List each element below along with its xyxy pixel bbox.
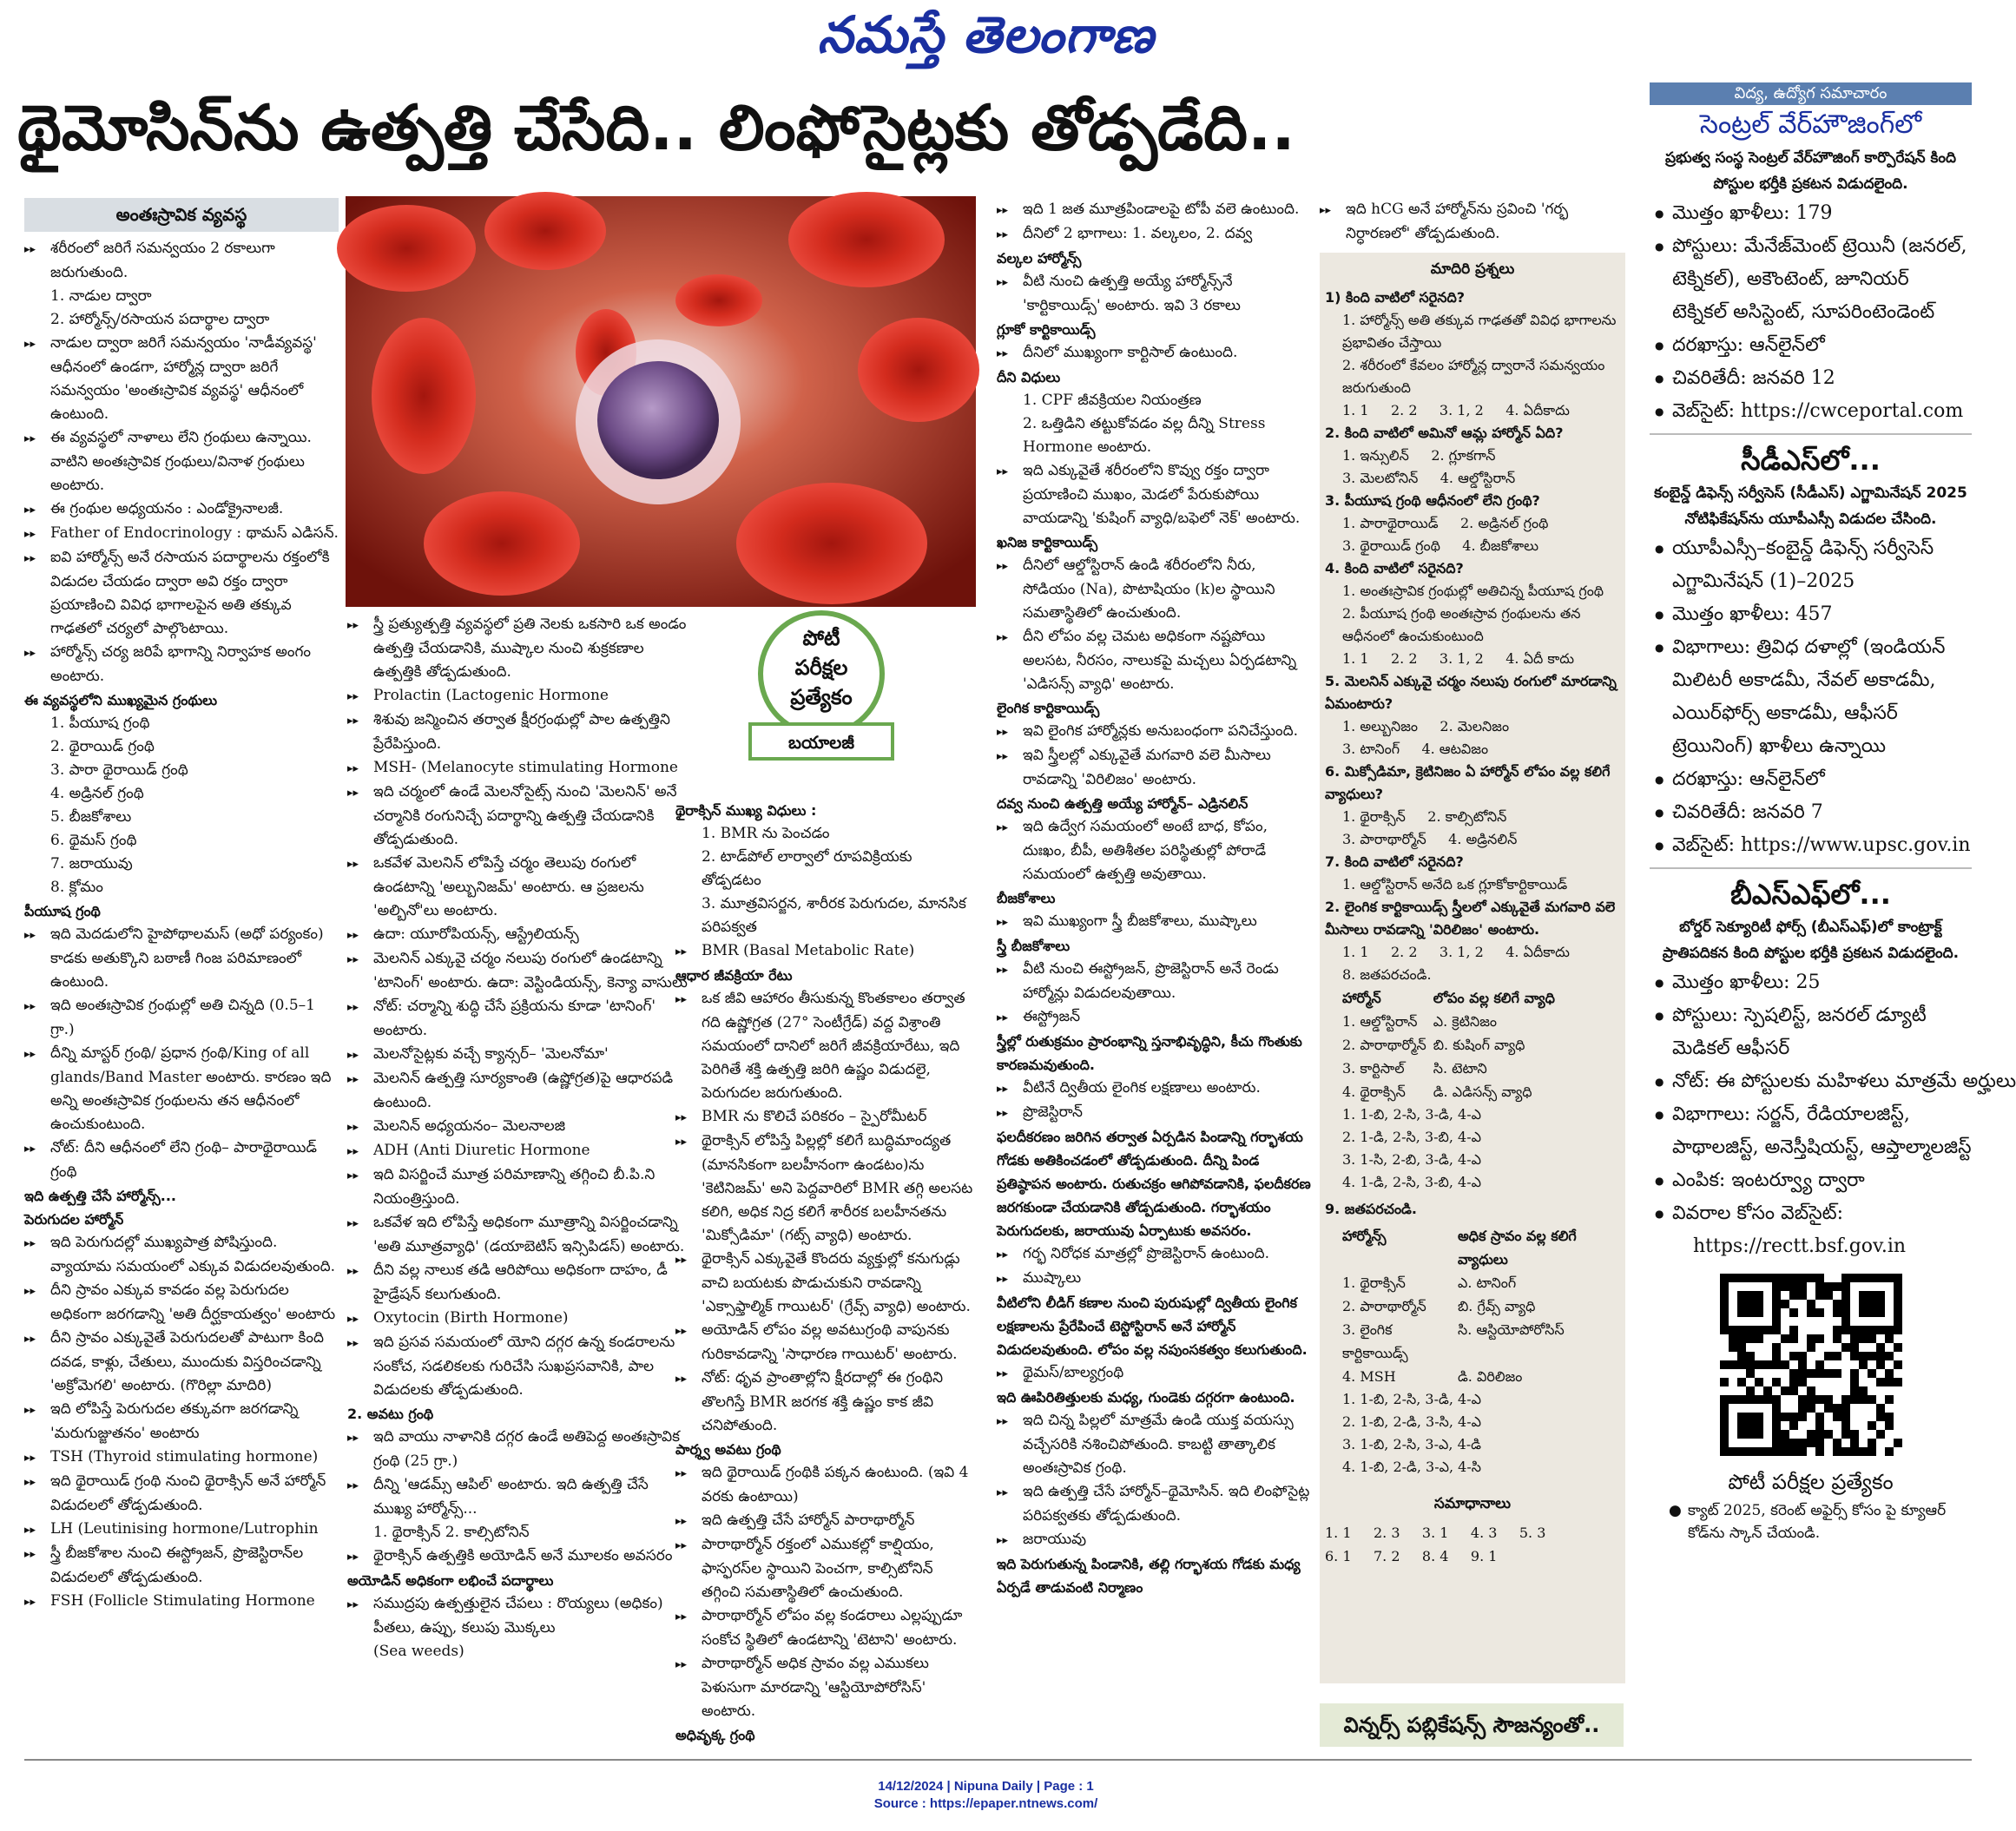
sidebar-list-item: ● పోస్టులు: స్పెషలిస్ట్, జనరల్ డ్యూటీ: [1650, 999, 1972, 1032]
subheading: ఇది ఉత్పత్తి చేసే హార్మోన్స్...: [24, 1188, 177, 1204]
question-option: 1. పారాథైరాయిడ్ 2. అడ్రినల్ గ్రంథి: [1342, 515, 1549, 531]
text-line: ▸▸ పారాథార్మోన్ అధిక స్రావం వల్ల ఎముకలు పెళుసుగా మారడాన్ని 'ఆస్టియోపోరోసిస్' అంటారు.: [675, 1652, 976, 1723]
text-line: ▸▸ దీని లోపం వల్ల చెమట అధికంగా నష్టపోయి అలసట, నీరసం, నాలుకపై మచ్చలు ఏర్పడటాన్ని 'ఎడిసన్స్ వ్యాధి' అంటారు.: [997, 625, 1311, 696]
text-line: ▸▸ హార్మోన్స్ చర్య జరిపే భాగాన్ని నిర్వాహక అంగం అంటారు.: [24, 641, 339, 688]
table-cell: 4. థైరాక్సిన్: [1342, 1083, 1406, 1100]
text-line: ▸▸ ఇవి లైంగిక హార్మోన్లకు అనుబంధంగా పనిచేస్తుంది.: [997, 720, 1311, 744]
t8-head-1: హార్మోన్: [1342, 990, 1381, 1006]
text-line: ▸▸ ADH (Anti Diuretic Hormone: [347, 1139, 691, 1163]
match-option: 3. 1-సి, 2-బి, 3-డి, 4-ఎ: [1342, 1151, 1481, 1168]
text-line: ▸▸ ఈస్ట్రోజన్: [997, 1005, 1311, 1030]
qr-caption: పోటీ పరీక్షల ప్రత్యేకం: [1728, 1470, 1894, 1494]
text-line: ▸▸ ఐవి హార్మోన్స్ అనే రసాయన పదార్థాలను రక్తంలోకి విడుదల చేయడం ద్వారా అవి రక్తం ద్వారా ప్రయాణించి వివిధ భాగాలపైన అతి తక్కువ గాఢతలో చర్యలో పాల్గొంటాయి.: [24, 546, 339, 641]
table-cell: ఎ. టానింగ్: [1457, 1274, 1517, 1291]
question: 2. కింది వాటిలో అమినో ఆమ్ల హార్మోన్ ఏది?: [1325, 425, 1564, 441]
publisher-credit: విన్నర్స్ పబ్లికేషన్స్ సౌజన్యంతో..: [1320, 1703, 1624, 1747]
text-line: 8. క్లోమం: [50, 879, 103, 896]
table-cell: 3. కార్టిసాల్: [1342, 1060, 1405, 1077]
question-option: 1. 1 2. 2 3. 1, 2 4. ఏదీ కాదు: [1342, 650, 1575, 667]
question-option: 3. టానింగ్ 4. ఆటవిజం: [1342, 741, 1489, 757]
cds-title: సీడీఎస్‌లో...: [1741, 444, 1881, 477]
question-option: 1. థైరాక్సిన్ 2. కాల్సిటోనిన్: [1342, 808, 1507, 825]
text-line: ▸▸ ముష్కాలు: [997, 1267, 1311, 1291]
model-questions-box: [1320, 253, 1625, 1683]
match-option: 4. 1-డి, 2-సి, 3-బి, 4-ఎ: [1342, 1174, 1481, 1190]
subheading: వల్కల హార్మోన్స్: [997, 250, 1082, 267]
text-line: ▸▸ మెలనిన్ అధ్యయనం– మెలనాలజి: [347, 1115, 691, 1139]
text-line: ▸▸ ఇది వాయు నాళానికి దగ్గర ఉండే అతిపెద్ద అంతఃస్రావిక గ్రంథి (25 గ్రా.): [347, 1426, 691, 1473]
sidebar-list-item: ● వెబ్‌సైట్: https://www.upsc.gov.in: [1650, 829, 1972, 862]
text-line: ▸▸ ప్రొజెస్టిరాన్: [997, 1101, 1311, 1125]
text-line: ▸▸ దీన్ని 'ఆడమ్స్ ఆపిల్' అంటారు. ఇది ఉత్పత్తి చేసే ముఖ్య హార్మోన్స్...: [347, 1473, 691, 1521]
question-option: 8. జతపరచండి.: [1342, 966, 1432, 983]
text-line: ▸▸ ఒక జీవి ఆహారం తీసుకున్న కొంతకాలం తర్వాత గది ఉష్ణోగ్రత (27° సెంటీగ్రేడ్) వద్ద విశ్రాంతి సమయంలో దానిలో జరిగే జీవక్రియారేటు, ఇది పెరిగితే శక్తి ఉత్పత్తి జరిగి ఉష్ణం విడుదలై, పెరుగుదల జరుగుతుంది.: [675, 987, 976, 1105]
match-option: 2. 1-బి, 2-డి, 3-సి, 4-ఎ: [1342, 1413, 1481, 1430]
t8-options: [1325, 1103, 1620, 1194]
subheading: ఇది పెరుగుతున్న పిండానికి, తల్లి గర్భాశయ గోడకు మధ్య ఏర్పడే తాడువంటి నిర్మాణం: [997, 1556, 1301, 1596]
text-line: ▸▸ ఇది ఉత్పత్తి చేసే హార్మోన్–థైమోసిన్. ఇది లింఫోసైట్ల పరిపక్వతకు తోడ్పడుతుంది.: [997, 1480, 1311, 1528]
sidebar-list-item: ● పోస్టులు: మేనేజ్‌మెంట్ ట్రెయినీ (జనరల్,: [1650, 230, 1972, 263]
table-cell: బి. గ్రేవ్స్ వ్యాధి: [1457, 1298, 1536, 1314]
text-line: 6. థైమస్ గ్రంథి: [50, 832, 137, 849]
text-line: ▸▸ LH (Leutinising hormone/Lutrophin: [24, 1518, 339, 1542]
table-row: [1342, 1318, 1620, 1365]
question-option: 1. ఆల్డోస్టిరాన్ అనేది ఒక గ్లూకోకార్టికాయిడ్: [1342, 876, 1568, 892]
text-line: ▸▸ ఇది ఎక్కువైతే శరీరంలోని కొవ్వు రక్తం ద్వారా ప్రయాణించి ముఖం, మెడలో పేరుకుపోయి వాయడాన్ని 'కుషింగ్ వ్యాధి/బఫెలో నెక్' అంటారు.: [997, 459, 1311, 530]
text-line: ▸▸ Oxytocin (Birth Hormone): [347, 1307, 691, 1331]
questions-title: మాదిరి ప్రశ్నలు: [1430, 260, 1515, 278]
answers-row-1: 1. 1 2. 3 3. 1 4. 3 5. 3: [1325, 1525, 1546, 1541]
text-line: 1. BMR ను పెంచడం: [702, 825, 830, 842]
question: 5. మెలనిన్ ఎక్కువై చర్మం నలుపు రంగులో మారడాన్ని ఏమంటారు?: [1325, 673, 1622, 712]
bsf-url: https://rectt.bsf.gov.in: [1693, 1235, 1907, 1257]
sidebar-list-item: పాథాలజిస్ట్, అనెస్తీషియస్ట్, ఆప్తాల్మాలజిస్ట్: [1672, 1136, 1972, 1158]
text-line: ▸▸ నాడుల ద్వారా జరిగే సమన్వయం 'నాడీవ్యవస్థ' ఆధీనంలో ఉండగా, హార్మోన్ల ద్వారా జరిగే సమన్వయం 'అంతఃస్రావిక వ్యవస్థ' ఆధీనంలో ఉంటుంది.: [24, 332, 339, 426]
table-row: [1342, 1294, 1620, 1318]
subheading: స్త్రీ బీజకోశాలు: [997, 938, 1071, 954]
table-row: [1342, 1271, 1620, 1294]
text-line: ▸▸ ఒకవేళ మెలనిన్ లోపిస్తే చర్మం తెలుపు రంగులో ఉండటాన్ని 'అల్బునిజమ్' అంటారు. ఆ ప్రజలను 'అల్బినో'లు అంటారు.: [347, 852, 691, 923]
text-line: ▸▸ పారాథార్మోన్ లోపం వల్ల కండరాలు ఎల్లప్పుడూ సంకోచ స్థితిలో ఉండటాన్ని 'టెటాని' అంటారు.: [675, 1604, 976, 1652]
text-line: ▸▸ ఇది మెదడులోని హైపోథాలమస్ (అధో పర్యంకం) కాడకు అతుక్కొని బఠాణీ గింజ పరిమాణంలో ఉంటుంది.: [24, 923, 339, 994]
question: 3. పీయూష గ్రంథి ఆధీనంలో లేని గ్రంథి?: [1325, 492, 1540, 509]
text-line: 1. CPF జీవక్రియల నియంత్రణ: [1023, 392, 1202, 409]
text-line: ▸▸ వీటి నుంచి ఈస్ట్రోజన్, ప్రొజెస్టిరాన్ అనే రెండు హార్మోన్లు విడుదలవుతాయి.: [997, 958, 1311, 1005]
text-line: ▸▸ FSH (Follicle Stimulating Hormone: [24, 1590, 339, 1614]
subheading: దీని విధులు: [997, 369, 1061, 385]
question: 2. లైంగిక కార్టికాయిడ్స్ స్త్రీలలో ఎక్కువైతే మగవారి వలె మీసాలు రావడాన్ని 'విరిలిజం' అంటారు.: [1325, 899, 1620, 938]
text-line: ▸▸ ఉదా: యూరోపియన్స్, ఆస్ట్రేలియన్స్: [347, 923, 691, 947]
t8-head-2: లోపం వల్ల కలిగే వ్యాధి: [1433, 990, 1555, 1006]
sidebar: [1650, 82, 2016, 1758]
sidebar-list-item: టెక్నికల్ అసిస్టెంట్, సూపరింటెండెంట్: [1672, 301, 1935, 323]
subheading: గ్లూకో కార్టికాయిడ్స్: [997, 321, 1096, 338]
question-option: 1. హార్మోన్స్ అతి తక్కువ గాఢతతో వివిధ భాగాలను ప్రభావితం చేస్తాయి: [1342, 312, 1621, 351]
subheading: ఈ వ్యవస్థలోని ముఖ్యమైన గ్రంథులు: [24, 692, 218, 708]
subheading: పీయూష గ్రంథి: [24, 903, 101, 919]
text-line: ▸▸ ఇది చిన్న పిల్లలో మాత్రమే ఉండి యుక్త వయస్సు వచ్చేసరికి నశించిపోతుంది. కాబట్టి తాత్కాలిక అంతఃస్రావిక గ్రంథి.: [997, 1409, 1311, 1480]
subheading: అయోడిన్ అధికంగా లభించే పదార్థాలు: [347, 1572, 554, 1589]
cwc-desc: ప్రభుత్వ సంస్థ సెంట్రల్ వేర్‌హౌజింగ్ కార్పొరేషన్ కింది పోస్టుల భర్తీకి ప్రకటన విడుదలైంది.: [1665, 149, 1956, 193]
cds-desc: కంబైన్డ్ డిఫెన్స్ సర్వీసెస్ (సీడీఎస్) ఎగ్జామినేషన్ 2025 నోటిఫికేషన్‌ను యూపీఎస్సీ విడుదల చేసింది.: [1654, 484, 1967, 528]
text-line: ▸▸ BMR ను కొలిచే పరికరం – స్పైరోమీటర్: [675, 1105, 976, 1130]
qr-code: [1720, 1274, 1902, 1456]
text-line: ▸▸ దీనిలో ముఖ్యంగా కార్టిసాల్ ఉంటుంది.: [997, 341, 1311, 366]
question-option: 1. అంతఃస్రావిక గ్రంథుల్లో అతిచిన్న పీయూష గ్రంథి: [1342, 583, 1604, 599]
text-line: 4. అడ్రినల్ గ్రంథి: [50, 785, 144, 802]
table-row: [1342, 1010, 1562, 1033]
q9-title: 9. జతపరచండి.: [1325, 1201, 1417, 1217]
subheading: ఖనిజ కార్టికాయిడ్స్: [997, 534, 1098, 550]
text-line: 2. టాడ్‌పోల్ లార్వాలో రూపవిక్రియకు తోడ్పడటం: [702, 848, 912, 889]
text-line: 3. మూత్రవిసర్జన, శారీరక పెరుగుదల, మానసిక పరిపక్వత: [702, 895, 966, 936]
text-line: ▸▸ ఇది చర్మంలో ఉండే మెలనోసైట్స్ నుంచి 'మెలనిన్' అనే చర్మానికి రంగునిచ్చే పదార్థాన్ని ఉత్పత్తి చేయడానికి తోడ్పడుతుంది.: [347, 780, 691, 852]
text-line: ▸▸ ఇది లోపిస్తే పెరుగుదల తక్కువగా జరగడాన్ని 'మరుగుజ్జుతనం' అంటారు: [24, 1398, 339, 1446]
question: 6. మిక్సోడిమా, క్రెటినిజం ఏ హార్మోన్ లోపం వల్ల కలిగే వ్యాధులు?: [1325, 763, 1616, 802]
column-5: [1320, 198, 1625, 1700]
subheading: ఫలదీకరణం జరిగిన తర్వాత ఏర్పడిన పిండాన్ని గర్భాశయ గోడకు అతికించడంలో తోడ్పడుతుంది. దీన్ని పిండ ప్రతిష్ఠాపన అంటారు. రుతుచక్రం ఆగిపోవడానికి, ఫలదీకరణ జరగకుండా చేయడానికి తోడ్పడుతుంది. గర్భాశయం పెరుగుదలకు, జరాయువు ఏర్పాటుకు అవసరం.: [997, 1129, 1311, 1239]
table-cell: 4. MSH: [1342, 1368, 1396, 1385]
table-cell: ఎ. క్రెటినిజం: [1433, 1013, 1498, 1030]
text-line: 1. పీయూష గ్రంథి: [50, 715, 150, 732]
question: 1) కింది వాటిలో సరైనది?: [1325, 289, 1466, 306]
sidebar-list-item: ● నోట్: ఈ పోస్టులకు మహిళలు మాత్రమే అర్హులు: [1650, 1065, 1972, 1098]
question-option: 1. ఇన్సులిన్ 2. గ్లూకగాన్: [1342, 447, 1496, 464]
qr-note-bullet: ●: [1669, 1502, 1682, 1519]
text-line: ▸▸ ఇది విసర్జించే మూత్ర పరిమాణాన్ని తగ్గించి బీ.పి.ని నియంత్రిస్తుంది.: [347, 1163, 691, 1211]
sidebar-list-item: ● వివరాల కోసం వెబ్‌సైట్:: [1650, 1197, 1972, 1230]
text-line: 2. థైరాయిడ్ గ్రంథి: [50, 738, 155, 755]
text-line: ▸▸ ఇది పెరుగుదల్లో ముఖ్యపాత్ర పోషిస్తుంది. వ్యాయామ సమయంలో ఎక్కువ విడుదలవుతుంది.: [24, 1231, 339, 1279]
table-cell: 2. పారాథార్మోన్: [1342, 1298, 1426, 1314]
match-option: 1. 1-బి, 2-సి, 3-డి, 4-ఎ: [1342, 1106, 1481, 1123]
match-table-9: [1342, 1224, 1620, 1388]
bsf-list: [1650, 966, 2016, 1230]
badge-line-1: పోటీ: [802, 626, 840, 650]
sidebar-list-item: ● మొత్తం ఖాళీలు: 25: [1650, 966, 1972, 999]
question: 7. కింది వాటిలో సరైనది?: [1325, 853, 1464, 870]
text-line: ▸▸ సముద్రపు ఉత్పత్తులైన చేపలు : రొయ్యలు (అధికం) పీతలు, ఉప్పు, కలుపు మొక్కలు: [347, 1592, 691, 1640]
text-line: 2. ఒత్తిడిని తట్టుకోవడం వల్ల దీన్ని Stress Hormone అంటారు.: [1023, 415, 1266, 456]
table-cell: 3. లైంగిక కార్టికాయిడ్స్: [1342, 1321, 1408, 1361]
text-line: 5. బీజకోశాలు: [50, 808, 132, 826]
qr-note-text: క్యాట్ 2025, కరెంట్ అఫైర్స్ కోసం పై క్యూఆర్ కోడ్‌ను స్కాన్ చేయండి.: [1688, 1502, 1947, 1542]
question: 4. కింది వాటిలో సరైనది?: [1325, 560, 1464, 576]
sidebar-list-item: ● చివరితేదీ: జనవరి 7: [1650, 796, 1972, 829]
text-line: 1. నాడుల ద్వారా: [50, 287, 152, 305]
question-option: 1. 1 2. 2 3. 1, 2 4. ఏదీకాదు: [1342, 402, 1570, 418]
question-option: 3. మెలటోనిన్ 4. ఆల్డోస్టిరాన్: [1342, 470, 1516, 486]
text-line: ▸▸ దీని స్రావం ఎక్కువ కావడం వల్ల పెరుగుదల అధికంగా జరగడాన్ని 'అతి దీర్ఘకాయత్వం' అంటారు: [24, 1279, 339, 1327]
text-line: ▸▸ దీనిలో ఆల్డోస్టిరాన్ ఉండి శరీరంలోని నీరు, సోడియం (Na), పొటాషియం (k)ల స్థాయిని సమతాస్థితిలో ఉంచుతుంది.: [997, 554, 1311, 625]
subheading: పార్శ్వ అవటు గ్రంథి: [675, 1441, 781, 1458]
subheading: దవ్వ నుంచి ఉత్పత్తి అయ్యే హార్మోన్– ఎడ్రినలిన్: [997, 795, 1248, 812]
text-line: ▸▸ BMR (Basal Metabolic Rate): [675, 939, 976, 964]
subheading: పెరుగుదల హార్మోన్: [24, 1211, 124, 1228]
match-option: 3. 1-బి, 2-సి, 3-ఎ, 4-డి: [1342, 1436, 1481, 1452]
question-option: 1. అల్బునిజం 2. మెలనిజం: [1342, 718, 1510, 734]
question-option: 2. పీయూష గ్రంథి అంతఃస్రావ గ్రంథులను తన ఆధీనంలో ఉంచుకుంటుంది: [1342, 605, 1585, 644]
table-cell: 1. ఆల్డోస్టిరాన్: [1342, 1013, 1418, 1030]
text-line: ▸▸ వీటి నుంచి ఉత్పత్తి అయ్యే హార్మోన్స్‌నే 'కార్టికాయిడ్స్' అంటారు. ఇవి 3 రకాలు: [997, 270, 1311, 318]
question-option: 3. పారాథార్మోన్ 4. అడ్రినలిన్: [1342, 831, 1518, 847]
cds-list: [1650, 532, 1972, 862]
text-line: ▸▸ వీటినే ద్వితీయ లైంగిక లక్షణాలు అంటారు.: [997, 1077, 1311, 1101]
qr-note: [1650, 1499, 1972, 1544]
sidebar-list-item: ● ఎంపిక: ఇంటర్వ్యూ ద్వారా: [1650, 1164, 1972, 1197]
text-line: ▸▸ ఇది థైరాయిడ్ గ్రంథి నుంచి థైరాక్సిన్ అనే హార్మోన్ విడుదలలో తోడ్పడుతుంది.: [24, 1470, 339, 1518]
t9-head-1: హార్మోన్స్: [1342, 1228, 1387, 1244]
sidebar-list-item: ● వెబ్‌సైట్: https://cwceportal.com: [1650, 395, 1972, 428]
divider: [1650, 867, 1972, 869]
sidebar-list-item: ● విభాగాలు: సర్జన్, రేడియాలజిస్ట్,: [1650, 1098, 1972, 1131]
badge-subject: బయాలజీ: [788, 732, 854, 753]
text-line: ▸▸ నోట్: దీని ఆధీనంలో లేని గ్రంథి– పారాథైరాయిడ్ గ్రంథి: [24, 1136, 339, 1184]
sidebar-list-item: ట్రెయినింగ్) ఖాళీలు ఉన్నాయి: [1672, 735, 1887, 757]
headline: థైమోసిన్‌ను ఉత్పత్తి చేసేది.. లింఫోసైట్లకు తోడ్పడేది..: [17, 91, 1295, 164]
text-line: ▸▸ అయోడిన్ లోపం వల్ల అవటుగ్రంథి వాపునకు గురికావడాన్ని 'సాధారణ గాయిటర్' అంటారు.: [675, 1319, 976, 1367]
text-line: ▸▸ ఇది ఉద్వేగ సమయంలో అంటే బాధ, కోపం, దుఃఖం, బీపీ, అతిశీతల పరిస్థితుల్లో పోరాడే సమయంలో ఉత్పత్తి అవుతాయి.: [997, 815, 1311, 886]
sidebar-list-item: ఎగ్జామినేషన్ (1)–2025: [1672, 570, 1855, 592]
text-line: ▸▸ థైరాక్సిన్ ఉత్పత్తికి అయోడిన్ అనే మూలకం అవసరం: [347, 1544, 691, 1569]
t9-head-2: అధిక స్రావం వల్ల కలిగే వ్యాధులు: [1457, 1228, 1577, 1268]
text-line: 1. థైరాక్సిన్ 2. కాల్సిటోనిన్: [373, 1524, 530, 1541]
bsf-title: బీఎస్ఎఫ్‌లో...: [1730, 878, 1891, 911]
sidebar-list-item: ● దరఖాస్తు: ఆన్‌లైన్‌లో: [1650, 329, 1972, 362]
footer-source: Source : https://epaper.ntnews.com/: [873, 1796, 1098, 1811]
text-line: ▸▸ థైరాక్సిన్ లోపిస్తే పిల్లల్లో కలిగే బుద్ధిమాంద్యత (మానసికంగా బలహీనంగా ఉండటం)ను 'కెటినిజమ్' అని పెద్దవారిలో BMR తగ్గి అలసట కలిగి, అధిక నిద్ర కలిగే శారీరక బలహీనతను 'మిక్సోడిమా' (గట్స్ వ్యాధి) అంటారు.: [675, 1130, 976, 1248]
column-2: [347, 613, 691, 1747]
question-option: 2. శరీరంలో కేవలం హార్మోన్ల ద్వారానే సమన్వయం జరుగుతుంది: [1342, 357, 1610, 396]
text-line: ▸▸ ఇవి స్త్రీలల్లో ఎక్కువైతే మగవారి వలె మీసాలు రావడాన్ని 'విరిలిజం' అంటారు.: [997, 744, 1311, 792]
question-option: 1. 1 2. 2 3. 1, 2 4. ఏదీకాదు: [1342, 944, 1570, 960]
subheading: ఆధార జీవక్రియా రేటు: [675, 967, 793, 984]
subheading: 2. అవటు గ్రంథి: [347, 1406, 434, 1422]
column-1-body: [24, 237, 339, 1614]
text-line: ▸▸ పారాథార్మోన్ రక్తంలో ఎముకల్లో కాల్షియం, ఫాస్ఫరస్‌ల స్థాయిని పెంచగా, కాల్సిటోనిన్ తగ్గించి సమతాస్థితిలో ఉంచుతుంది.: [675, 1533, 976, 1604]
table-row: [1342, 1033, 1562, 1057]
subheading: ఇది ఊపిరితిత్తులకు మధ్య, గుండెకు దగ్గరగా ఉంటుంది.: [997, 1389, 1295, 1406]
table-cell: డి. విరిలిజం: [1457, 1368, 1523, 1385]
text-line: ▸▸ మెలనిన్ ఎక్కువై చర్మం నలుపు రంగులో ఉండటాన్ని 'టానింగ్' అంటారు. ఉదా: వెస్టిండియన్స్, కెన్యా వాసులు: [347, 947, 691, 995]
column-4-body: [997, 198, 1311, 1599]
footer: [0, 1778, 1972, 1813]
text-line: ▸▸ దీని వల్ల నాలుక తడి ఆరిపోయి అధికంగా దాహం, డీ హైడ్రేషన్ కలుగుతుంది.: [347, 1259, 691, 1307]
text-line: ▸▸ శిశువు జన్మించిన తర్వాత క్షీరగ్రంథుల్లో పాల ఉత్పత్తిని ప్రేరేపిస్తుంది.: [347, 708, 691, 756]
text-line: ▸▸ Prolactin (Lactogenic Hormone: [347, 684, 691, 708]
text-line: ▸▸ థైరాక్సిన్ ఎక్కువైతే కొందరు వ్యక్తుల్లో కనుగుడ్లు వాచి బయటకు పొడుచుకుని రావడాన్ని 'ఎక్సాఫ్తాల్మిక్ గాయిటర్' (గ్రేవ్స్ వ్యాధి) అంటారు.: [675, 1248, 976, 1319]
text-line: ▸▸ ఇది 1 జత మూత్రపిండాలపై టోపీ వలె ఉంటుంది.: [997, 198, 1311, 222]
match-option: 1. 1-బి, 2-సి, 3-డి, 4-ఎ: [1342, 1391, 1481, 1407]
table-cell: డి. ఎడిసన్స్ వ్యాధి: [1433, 1083, 1532, 1100]
text-line: ▸▸ ఈ వ్యవస్థలో నాళాలు లేని గ్రంథులు ఉన్నాయి. వాటిని అంతఃస్రావిక గ్రంథులు/వినాళ గ్రంథులు అంటారు.: [24, 426, 339, 497]
table-cell: సి. టెటాని: [1433, 1060, 1487, 1077]
text-line: ▸▸ థైమస్/బాల్యగ్రంథి: [997, 1361, 1311, 1386]
text-line: ▸▸ జరాయువు: [997, 1528, 1311, 1552]
subheading: అధివృక్క గ్రంథి: [675, 1727, 755, 1743]
answers-row-2: 6. 1 7. 2 8. 4 9. 1: [1325, 1548, 1498, 1564]
text-line: 7. జరాయువు: [50, 855, 133, 873]
text-line: ▸▸ ఇది ప్రసవ సమయంలో యోని దగ్గర ఉన్న కండరాలను సంకోచ, సడలికలకు గురిచేసి సుఖప్రసవానికి, పాల విడుదలకు తోడ్పడుతుంది.: [347, 1331, 691, 1402]
questions-list: [1325, 287, 1620, 986]
text-line: ▸▸ ఇది అంతఃస్రావిక గ్రంథుల్లో అతి చిన్నది (0.5–1 గ్రా.): [24, 994, 339, 1042]
cwc-title: సెంట్రల్ వేర్‌హౌజింగ్‌లో: [1699, 109, 1922, 140]
divider: [1650, 433, 1972, 435]
text-line: ▸▸ దీనిలో 2 భాగాలు: 1. వల్కలం, 2. దవ్వ: [997, 222, 1311, 247]
table-cell: 2. పారాథార్మోన్: [1342, 1037, 1426, 1053]
text-line: ▸▸ MSH- (Melanocyte stimulating Hormone: [347, 756, 691, 780]
text-line: ▸▸ Father of Endocrinology : థామస్ ఎడిసన్.: [24, 522, 339, 546]
text-line: ▸▸ ఇవి ముఖ్యంగా స్త్రీ బీజకోశాలు, ముష్కాలు: [997, 910, 1311, 934]
sidebar-list-item: ● చివరితేదీ: జనవరి 12: [1650, 362, 1972, 395]
subheading: వీటిలోని లీడిగ్ కణాల నుంచి పురుషుల్లో ద్వితీయ లైంగిక లక్షణాలను ప్రేరేపించే టెస్టోస్టిరాన్ అనే హార్మోన్ విడుదలవుతుంది. లోపం వల్ల నపుంసకత్వం కలుగుతుంది.: [997, 1294, 1308, 1358]
answers-title: సమాధానాలు: [1433, 1495, 1512, 1512]
table-cell: సి. ఆస్టియోపోరోసిస్: [1457, 1321, 1565, 1338]
table-row: [1342, 1365, 1620, 1388]
text-line: ▸▸ ఇది థైరాయిడ్ గ్రంథికి పక్కన ఉంటుంది. (ఇవి 4 వరకు ఉంటాయి): [675, 1461, 976, 1509]
table-cell: 1. థైరాక్సిన్: [1342, 1274, 1406, 1291]
text-line: ▸▸ ఇది ఉత్పత్తి చేసే హార్మోన్ పారాథార్మోన్: [675, 1509, 976, 1533]
text-line: ▸▸ మెలనోసైట్లకు వచ్చే క్యాన్సర్– 'మెలనోమా': [347, 1043, 691, 1067]
question-option: 3. థైరాయిడ్ గ్రంథి 4. బీజకోశాలు: [1342, 537, 1539, 554]
text-line: ▸▸ గర్భ నిరోధక మాత్రల్లో ప్రొజెస్టిరాన్ ఉంటుంది.: [997, 1242, 1311, 1267]
table-row: [1342, 1080, 1562, 1103]
column-1: [24, 198, 339, 1743]
match-option: 4. 1-బి, 2-డి, 3-ఎ, 4-సి: [1342, 1459, 1481, 1475]
sidebar-list-item: ● విభాగాలు: త్రివిధ దళాల్లో (ఇండియన్: [1650, 631, 1972, 664]
text-line: 3. పారా థైరాయిడ్ గ్రంథి: [50, 761, 188, 779]
text-line: ▸▸ నోట్: ధృవ ప్రాంతాల్లోని క్షీరదాల్లో ఈ గ్రంథిని తొలగిస్తే BMR జరగక శక్తి ఉష్ణం కాక జీవి చనిపోతుంది.: [675, 1367, 976, 1438]
column-4: [997, 198, 1311, 1747]
blood-cells-image: [346, 196, 976, 607]
sidebar-list-item: ● యూపీఎస్సీ–కంబైన్డ్ డిఫెన్స్ సర్వీసెస్: [1650, 532, 1972, 565]
text-line: ▸▸ దీని స్రావం ఎక్కువైతే పెరుగుదలతో పాటుగా కింది దవడ, కాళ్లు, చేతులు, ముందుకు విస్తరించడాన్ని 'అక్రోమెగలి' అంటారు. (గొరిల్లా మాదిరి): [24, 1327, 339, 1398]
text-line: ▸▸ ఒకవేళ ఇది లోపిస్తే అధికంగా మూత్రాన్ని విసర్జించడాన్ని 'అతి మూత్రవ్యాధి' (డయాబెటిస్ ఇన్సిపిడస్) అంటారు.: [347, 1211, 691, 1259]
match-option: 2. 1-డి, 2-సి, 3-బి, 4-ఎ: [1342, 1129, 1481, 1145]
subheading: బీజకోశాలు: [997, 890, 1056, 906]
text-line: ▸▸ దీన్ని మాస్టర్ గ్రంథి/ ప్రధాన గ్రంథి/King of all glands/Band Master అంటారు. కారణం ఇది అన్ని అంతఃస్రావిక గ్రంథులను తన ఆధీనంలో ఉంచుకుంటుంది.: [24, 1042, 339, 1136]
text-line: ▸▸ శరీరంలో జరిగే సమన్వయం 2 రకాలుగా జరుగుతుంది.: [24, 237, 339, 285]
subheading: థైరాక్సిన్ ముఖ్య విధులు :: [675, 802, 817, 819]
badge-line-3: ప్రత్యేకం: [790, 685, 853, 709]
masthead: నమస్తే తెలంగాణ: [817, 5, 1155, 64]
text-line: ▸▸ మెలనిన్ ఉత్పత్తి సూర్యకాంతి (ఉష్ణోగ్రత)పై ఆధారపడి ఉంటుంది.: [347, 1067, 691, 1115]
bottom-rule: [24, 1759, 1972, 1761]
t9-options: [1325, 1388, 1620, 1479]
text-line: ▸▸ ఈ గ్రంథుల అధ్యయనం : ఎండోక్రైనాలజీ.: [24, 497, 339, 522]
table-cell: బి. కుషింగ్ వ్యాధి: [1433, 1037, 1525, 1053]
column-3-body: [675, 799, 976, 1747]
sidebar-list-item: మిలిటరీ అకాడమీ, నేవల్ అకాడమీ,: [1672, 669, 1936, 691]
text-line: ▸▸ నోట్: చర్మాన్ని శుద్ధి చేసే ప్రక్రియను కూడా 'టానింగ్' అంటారు.: [347, 995, 691, 1043]
table-row: [1342, 1057, 1562, 1080]
sidebar-list-item: ● మొత్తం ఖాళీలు: 457: [1650, 598, 1972, 631]
sidebar-list-item: ఎయిర్‌ఫోర్స్ అకాడమీ, ఆఫీసర్: [1672, 702, 1898, 724]
column-3: [675, 799, 976, 1747]
bsf-desc: బోర్డర్ సెక్యూరిటీ ఫోర్స్ (బీఎస్ఎఫ్)లో కాంట్రాక్ట్ ప్రాతిపదికన కింది పోస్టుల భర్తీకి ప్రకటన విడుదలైంది.: [1662, 919, 1960, 962]
text-line: ▸▸ స్త్రీ బీజకోశాల నుంచి ఈస్ట్రోజన్, ప్రొజెస్టిరాన్‌ల విడుదలలో తోడ్పడుతుంది.: [24, 1542, 339, 1590]
sidebar-list-item: మెడికల్ ఆఫీసర్: [1672, 1037, 1790, 1059]
text-line: ▸▸ TSH (Thyroid stimulating hormone): [24, 1446, 339, 1470]
sidebar-list-item: టెక్నికల్), అకౌంటెంట్, జూనియర్: [1672, 268, 1909, 290]
section-title: అంతఃస్రావిక వ్యవస్థ: [24, 198, 339, 232]
subheading: లైంగిక కార్టికాయిడ్స్: [997, 700, 1100, 716]
text-line: 2. హార్మోన్స్/రసాయన పదార్థాల ద్వారా: [50, 311, 270, 328]
sidebar-list-item: ● మొత్తం ఖాళీలు: 179: [1650, 197, 1972, 230]
sidebar-top-strip: విద్య, ఉద్యోగ సమాచారం: [1650, 82, 1972, 105]
text-line: ▸▸ స్త్రీ ప్రత్యుత్పత్తి వ్యవస్థలో ప్రతి నెలకు ఒకసారి ఒక అండం ఉత్పత్తి చేయడానికి, ముష్కాల నుంచి శుక్రకణాల ఉత్పత్తికి తోడ్పడుతుంది.: [347, 613, 691, 684]
badge-line-2: పరీక్షల: [794, 655, 848, 680]
footer-date: 14/12/2024 | Nipuna Daily | Page : 1: [878, 1779, 1094, 1794]
column-2-body: [347, 613, 691, 1663]
sidebar-list-item: ● దరఖాస్తు: ఆన్‌లైన్‌లో: [1650, 763, 1972, 796]
cwc-list: [1650, 197, 1972, 428]
subheading: స్త్రీల్లో రుతుక్రమం ప్రారంభాన్ని స్తనాభివృద్ధిని, కీచు గొంతుకు కారణమవుతుంది.: [997, 1033, 1302, 1073]
text-line: (Sea weeds): [373, 1643, 464, 1660]
special-badge: [748, 608, 894, 764]
col5-intro: ▸▸ ఇది hCG అనే హార్మోన్‌ను స్రవించి 'గర్భ నిర్ధారణలో' తోడ్పడుతుంది.: [1320, 198, 1625, 246]
match-table-8: [1342, 986, 1562, 1103]
